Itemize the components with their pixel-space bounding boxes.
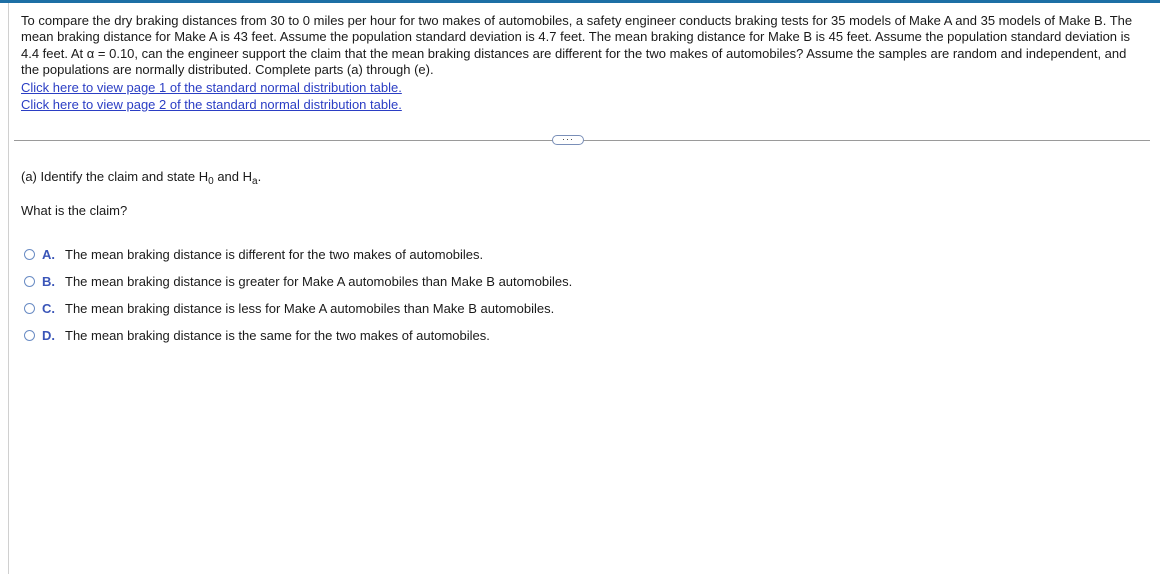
option-c[interactable] bbox=[24, 295, 572, 322]
option-b[interactable] bbox=[24, 268, 572, 295]
option-d[interactable] bbox=[24, 322, 572, 349]
h0-subscript: 0 bbox=[208, 176, 214, 187]
option-letter: B. bbox=[42, 274, 55, 289]
option-letter: A. bbox=[42, 247, 55, 262]
part-a-prefix: (a) Identify the claim and state H bbox=[21, 169, 209, 184]
option-text: The mean braking distance is less for Make A automobiles than Make B automobiles. bbox=[65, 301, 555, 316]
ha-subscript: a bbox=[252, 176, 258, 187]
question-panel bbox=[21, 13, 1146, 113]
left-border bbox=[8, 3, 9, 574]
top-accent-bar bbox=[0, 0, 1160, 3]
option-text: The mean braking distance is greater for Make A automobiles than Make B automobiles. bbox=[65, 274, 573, 289]
normal-table-page-2-link[interactable]: Click here to view page 2 of the standard normal distribution table. bbox=[21, 96, 402, 112]
radio-button-d[interactable] bbox=[24, 330, 35, 341]
part-a-label bbox=[21, 169, 261, 187]
normal-table-page-1-link[interactable]: Click here to view page 1 of the standard normal distribution table. bbox=[21, 79, 402, 95]
radio-button-b[interactable] bbox=[24, 276, 35, 287]
question-text: To compare the dry braking distances from 30 to 0 miles per hour for two makes of automobiles, a safety engineer conducts braking tests for 35 models of Make A and 35 models of Make B. The mean braking distance for Make A is 43 feet. Assume the population standard deviation is 4.7 feet. The mean braking distance for Make B is 45 feet. Assume the population standard deviation is 4.4 feet. At α = 0.10, can the engineer support the claim that the mean braking distances are different for the two makes of automobiles? Assume the samples are random and independent, and the populations are normally distributed. Complete parts (a) through (e). bbox=[21, 13, 1133, 78]
option-text: The mean braking distance is the same for the two makes of automobiles. bbox=[65, 328, 490, 343]
option-text: The mean braking distance is different for the two makes of automobiles. bbox=[65, 247, 484, 262]
part-a-suffix: . bbox=[257, 169, 262, 184]
radio-button-a[interactable] bbox=[24, 249, 35, 260]
part-a-middle: and H bbox=[213, 169, 253, 184]
radio-button-c[interactable] bbox=[24, 303, 35, 314]
claim-options bbox=[24, 241, 572, 349]
claim-question: What is the claim? bbox=[21, 203, 128, 218]
option-a[interactable] bbox=[24, 241, 572, 268]
expand-more-button[interactable]: ··· bbox=[552, 135, 584, 145]
option-letter: C. bbox=[42, 301, 55, 316]
option-letter: D. bbox=[42, 328, 55, 343]
